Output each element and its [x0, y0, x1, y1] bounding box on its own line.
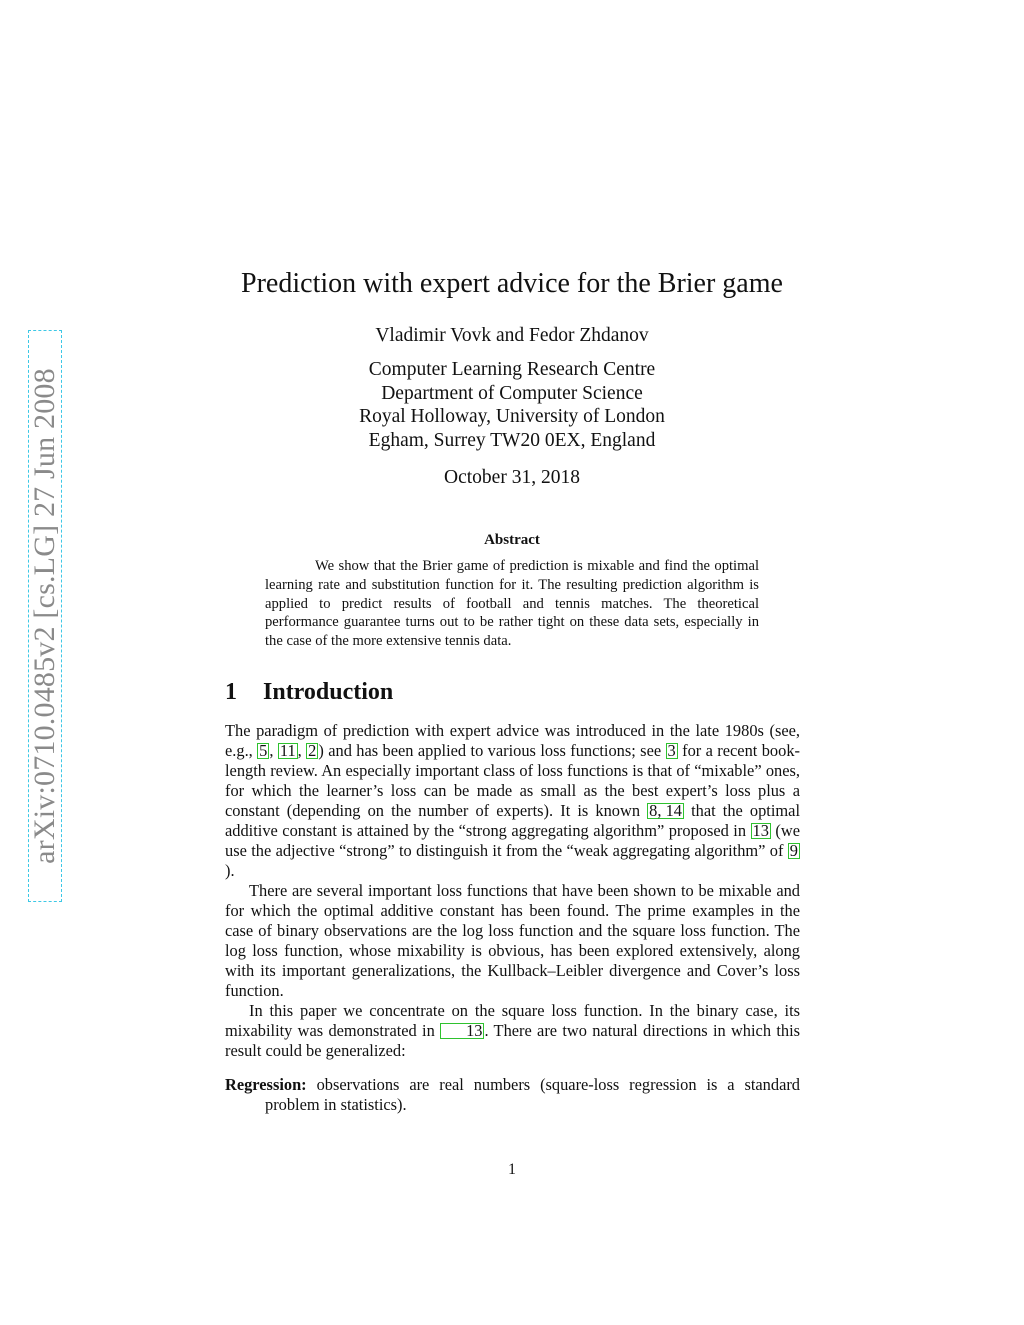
- arxiv-identifier: arXiv:0710.0485v2 [cs.LG] 27 Jun 2008: [28, 368, 61, 864]
- affiliation-line: Computer Learning Research Centre: [368, 359, 656, 380]
- paper-authors: Vladimir Vovk and Fedor Zhdanov: [375, 325, 649, 346]
- author-affiliation: [0, 358, 1024, 452]
- abstract-heading: Abstract: [484, 532, 540, 548]
- regression-label: Regression:: [225, 1075, 307, 1094]
- citation-link[interactable]: 8, 14: [649, 801, 682, 820]
- page-number: 1: [508, 1161, 516, 1178]
- affiliation-line: Egham, Surrey TW20 0EX, England: [368, 429, 656, 451]
- regression-item: [225, 1075, 800, 1115]
- text-run: ,: [297, 741, 307, 760]
- section-number: 1: [225, 679, 237, 705]
- citation-link[interactable]: 3: [667, 741, 676, 760]
- paragraph: [225, 1001, 800, 1061]
- citation-link[interactable]: 11: [279, 741, 296, 760]
- affiliation-line: Department of Computer Science: [381, 382, 643, 404]
- text-run: ).: [225, 861, 235, 880]
- section-title: Introduction: [263, 679, 394, 705]
- citation-link[interactable]: 13: [752, 821, 769, 840]
- text-run: ) and has been applied to various loss functions; see: [318, 741, 666, 760]
- abstract-text: We show that the Brier game of prediction is mixable and find the optimal learning rate and substitution function for it. The resulting prediction algorithm is applied to predict results of football and tennis matches. The theoretical performance guarantee turns out to be rather tight on these data sets, especially in the case of the more extensive tennis data.: [265, 558, 759, 650]
- paper-title: Prediction with expert advice for the Brier game: [241, 268, 783, 299]
- paragraph: [225, 721, 800, 881]
- section-heading: [225, 679, 393, 706]
- text-run: ,: [269, 741, 278, 760]
- citation-link[interactable]: 13: [440, 1023, 484, 1039]
- text-run: (we use the adjective “strong” to distinguish it from the “weak aggregating algorithm” of: [225, 821, 801, 860]
- citation-link[interactable]: 5: [259, 741, 268, 760]
- citation-link[interactable]: 9: [789, 841, 798, 860]
- text-run: that the optimal additive constant is attained by the “strong aggregating algorithm” proposed in: [225, 801, 800, 840]
- paper-date: October 31, 2018: [444, 467, 580, 488]
- affiliation-line: Royal Holloway, University of London: [359, 406, 665, 427]
- text-run: In this paper we concentrate on the square loss function. In the binary case, its mixability was demonstrated in: [225, 1001, 800, 1040]
- text-run: for a recent book-length review. An especially important class of loss functions is that of “mixable” ones, for which the learner’s loss can be made as small as the best expert’s loss plus a constant (depending on the number of experts). It is known: [225, 741, 800, 820]
- regression-text: observations are real numbers (square-loss regression is a standard problem in statistics).: [265, 1075, 800, 1114]
- text-run: The paradigm of prediction with expert advice was introduced in the late 1980s (see, e.g.,: [225, 721, 800, 760]
- text-run: . There are two natural directions in which this result could be generalized:: [225, 1021, 800, 1060]
- section-body: [225, 721, 800, 1061]
- citation-link[interactable]: 2: [308, 741, 317, 760]
- paragraph: There are several important loss functions that have been shown to be mixable and for which the optimal additive constant has been found. The prime examples in the case of binary observations are the log loss function and the square loss function. The log loss function, whose mixability is obvious, has been explored extensively, along with its important generalizations, the Kullback–Leibler divergence and Cover’s loss function.: [225, 881, 800, 1000]
